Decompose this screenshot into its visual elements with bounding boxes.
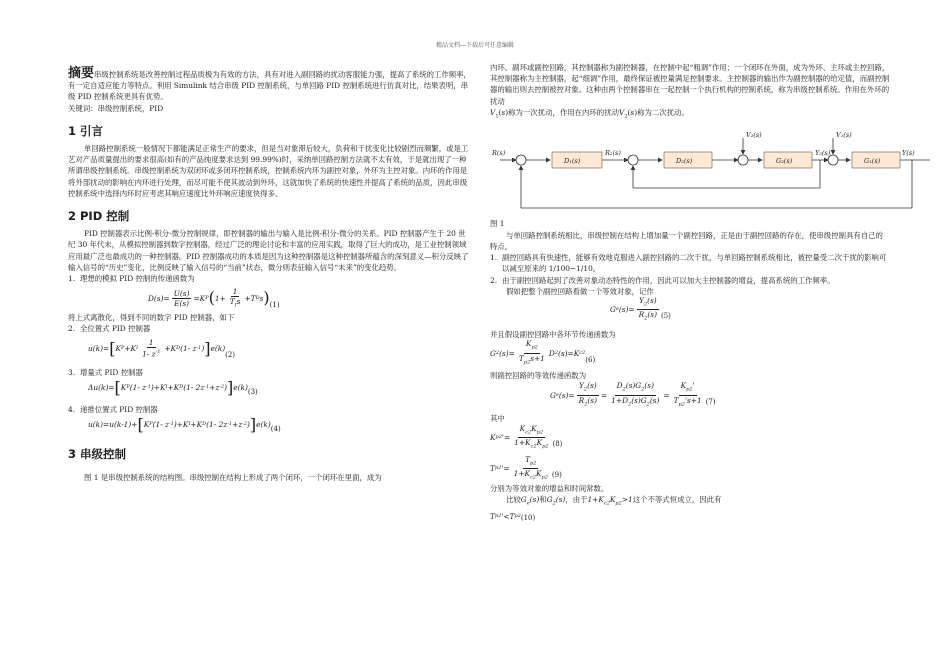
paragraph: 假如把整个副控回路看做一个等效对象，记作 (506, 286, 654, 296)
equation-number: (7) (705, 397, 716, 406)
figure-caption: 图 1 (490, 219, 505, 229)
section-2-body: PID 控制器表示比例-积分-微分控制规律，即控制器的输出与输入是比例-积分-微分的关系。PID 控制器产生于 20 世纪 30 年代末，从模拟控制器到数字控制器，经过广泛的理论讨论和丰富的应用实践，取得了巨大的成功，是工业控制领域应用最广泛也最成功的一种控制器。PID 控制器成功的本质是因为这种控制器是这种控制器所蕴含的深刻意义—积分反映了输入信号的“历史”变化，比例反映了输入信号的“当前”状态，微分则表征输入信号“未来”的变化趋势。 (68, 229, 469, 272)
paragraph: 并且假设副控回路中各环节传递函数为 (490, 329, 616, 339)
block-diagram (490, 130, 915, 216)
equation-7: G e (s)= $\frac{Y_2(s)}{R_2(s)}$ = $\frac{D_2(s)G_2(s)}{1+D_2(s)G_2(s)}$ = $\frac{K_{p2}'}{T_{p2}'s+1}$ (7) (550, 381, 716, 408)
equation-number: (2) (225, 351, 236, 360)
page-header: 精品文档---下载后可任意编辑 (435, 42, 515, 49)
equation-number: (8) (552, 439, 563, 448)
list-item: 2. 全位置式 PID 控制器 (68, 324, 151, 334)
equation-1: D(s)= $\frac{U(s)}{E(s)}$ =K P ( 1+ $\frac{1}{T_Is}$ +T D s ) (1) (148, 284, 472, 312)
paragraph: 内环、副环或副控回路，其控制器称为副控制器，在控制中起“粗调”作用；一个闭环在外面，成为外环、主环或主控回路，其控制器称为主控制器，起“细调”作用，最终保证被控量满足控制要求。主控制器的输出作为副控制器的给定值，而副控制器的输出则去控制被控对象。这种由两个控制器串在一起控制一个执行机构的控制系统，称为串级控制系统。作用在外环的扰动 $V_1(s)$称为一次扰动，作用在内环的扰动$V_2(s)$称为二次扰动。 (490, 63, 890, 120)
signal-label: V₂(s) (746, 131, 762, 140)
equation-4: u(k)=u(k-1)+ [ K P (1- z -1 )+K I +K D (1- 2z -1 +z -2 ) ] e(k) (4) (88, 415, 281, 435)
block-label: D₂(s) (676, 157, 693, 166)
equation-number: (5) (660, 312, 671, 321)
list-item: 1. 理想的模拟 PID 控制的传递函数为 (68, 274, 195, 284)
block-label: G₂(s) (776, 157, 793, 166)
section-1-body: 单回路控制系统一般情况下都能满足正常生产的要求，但是当对象滞后较大，负荷和干扰变化比较剧烈而频繁，或是工艺对产品质量提出的要求很高(如有的产品纯度要求达到 99.99%)时，采纳单回路控制方法就不太有效，于是就出现了一种所谓串级控制系统。串级控制系统为双闭环或多闭环控制系统，控制系统内环为副控对象，外环为主控对象。内环的作用是将外部扰动的影响在内环进行处理，而尽可能不使其波动到外环，这就加快了系统的快速性并提高了系统的品质，因此串级控制系统中选择内环时应考虑其响应速度比外环响应速度快得多。 (68, 144, 469, 198)
signal-label: Y(s) (902, 149, 915, 158)
list-item: 3. 增量式 PID 控制器 (68, 367, 143, 377)
section-3-title: 3 串级控制 (68, 447, 127, 462)
list-item: 1. 副控回路具有快速性，能够有效地克服进入副控回路的二次干扰，与单回路控制系统相比，被控量受二次干扰的影响可以减至原来的 1/100~1/10。 (490, 253, 887, 274)
keywords: 关键词：串级控制系统，PID (68, 103, 164, 113)
block-label: D₁(s) (564, 157, 581, 166)
equation-8: K p2 '= $\frac{K_{c2}K_{p2}}{1+K_{c2}K_{p2}}$ (8) (490, 423, 563, 450)
equation-3: Δu(k)= [ K P (1- z -1 )+K I +K D (1- 2z -1 +z -2 ) ] e(k) (3) (88, 377, 258, 397)
signal-label: Y₂(s) (815, 149, 831, 158)
equation-number: (4) (270, 425, 281, 434)
paragraph: 分别为等效对象的增益和时间常数。 (490, 483, 609, 493)
signal-label: V₁(s) (836, 131, 852, 140)
paragraph: 则副控回路的等效传递函数为 (490, 371, 587, 381)
abstract (68, 68, 472, 103)
left-column (68, 68, 472, 483)
equation-2: u(k)= [ K P +K I $\frac{1}{1- z^{-1}}$ +K D (1- z -1 ) ] e(k) (2) (88, 335, 472, 363)
abstract-body: 串级控制系统是改善控制过程品质极为有效的方法，具有对进入副回路的扰动客服能力强，提高了系统的工作频率，有一定自适应能力等特点。利用 Simulink 结合串级 PID 控制系统，与单回路 PID 控制系统进行仿真对比，结果表明，串级 PID 控制系统更具有优势。 (68, 70, 471, 102)
section-2-title: 2 PID 控制 (68, 209, 130, 224)
signal-label: R(s) (492, 149, 506, 158)
signal-label: R₂(s) (605, 149, 621, 158)
equation-number: (3) (247, 388, 258, 397)
equation-10: T p2 '<T p2 (10) (490, 509, 890, 523)
paragraph: 其中 (490, 414, 505, 424)
equation-number: (6) (585, 355, 596, 364)
section-1-title: 1 引言 (68, 123, 104, 138)
right-column (490, 62, 915, 523)
paragraph: 将上式离散化，得到不同的数字 PID 控制器，如下 (68, 313, 235, 323)
list-item: 2. 由于副控回路起到了改善对象动态特性的作用，因此可以加大主控制器的增益，提高系统的工作频率。 (490, 275, 835, 285)
paragraph: 与单回路控制系统相比，串级控制在结构上增加量一个副控回路，正是由于副控回路的存在，使串级控制具有自己的特点。 (490, 230, 883, 251)
abstract-title: 摘要 (68, 66, 95, 81)
list-item: 4. 递推位置式 PID 控制器 (68, 404, 158, 414)
equation-9: T p2 '= $\frac{T_{p2}}{1+K_{c2}K_{p2}}$ (9) (490, 454, 562, 481)
equation-number: (1) (269, 300, 280, 309)
block-label: G₁(s) (864, 157, 881, 166)
paragraph: 比较$G_e(s)$和$G_2(s)$，由于$1+K_{c2}K_{p2}>1$这个不等式恒成立，因此有 (506, 494, 722, 507)
equation-number: (9) (551, 470, 562, 479)
equation-number: (10) (520, 513, 536, 522)
equation-5: G e (s)= $\frac{Y_2(s)}{R_2(s)}$ (5) (610, 295, 671, 322)
equation-6: G 2 (s)= $\frac{K_{p2}}{T_{p2}s+1}$ D 2 (s)=K c2 (6) (490, 339, 596, 366)
section-3-body: 图 1 是串级控制系统的结构图。串级控制在结构上形成了两个闭环，一个闭环在里面，成为 (84, 473, 382, 483)
